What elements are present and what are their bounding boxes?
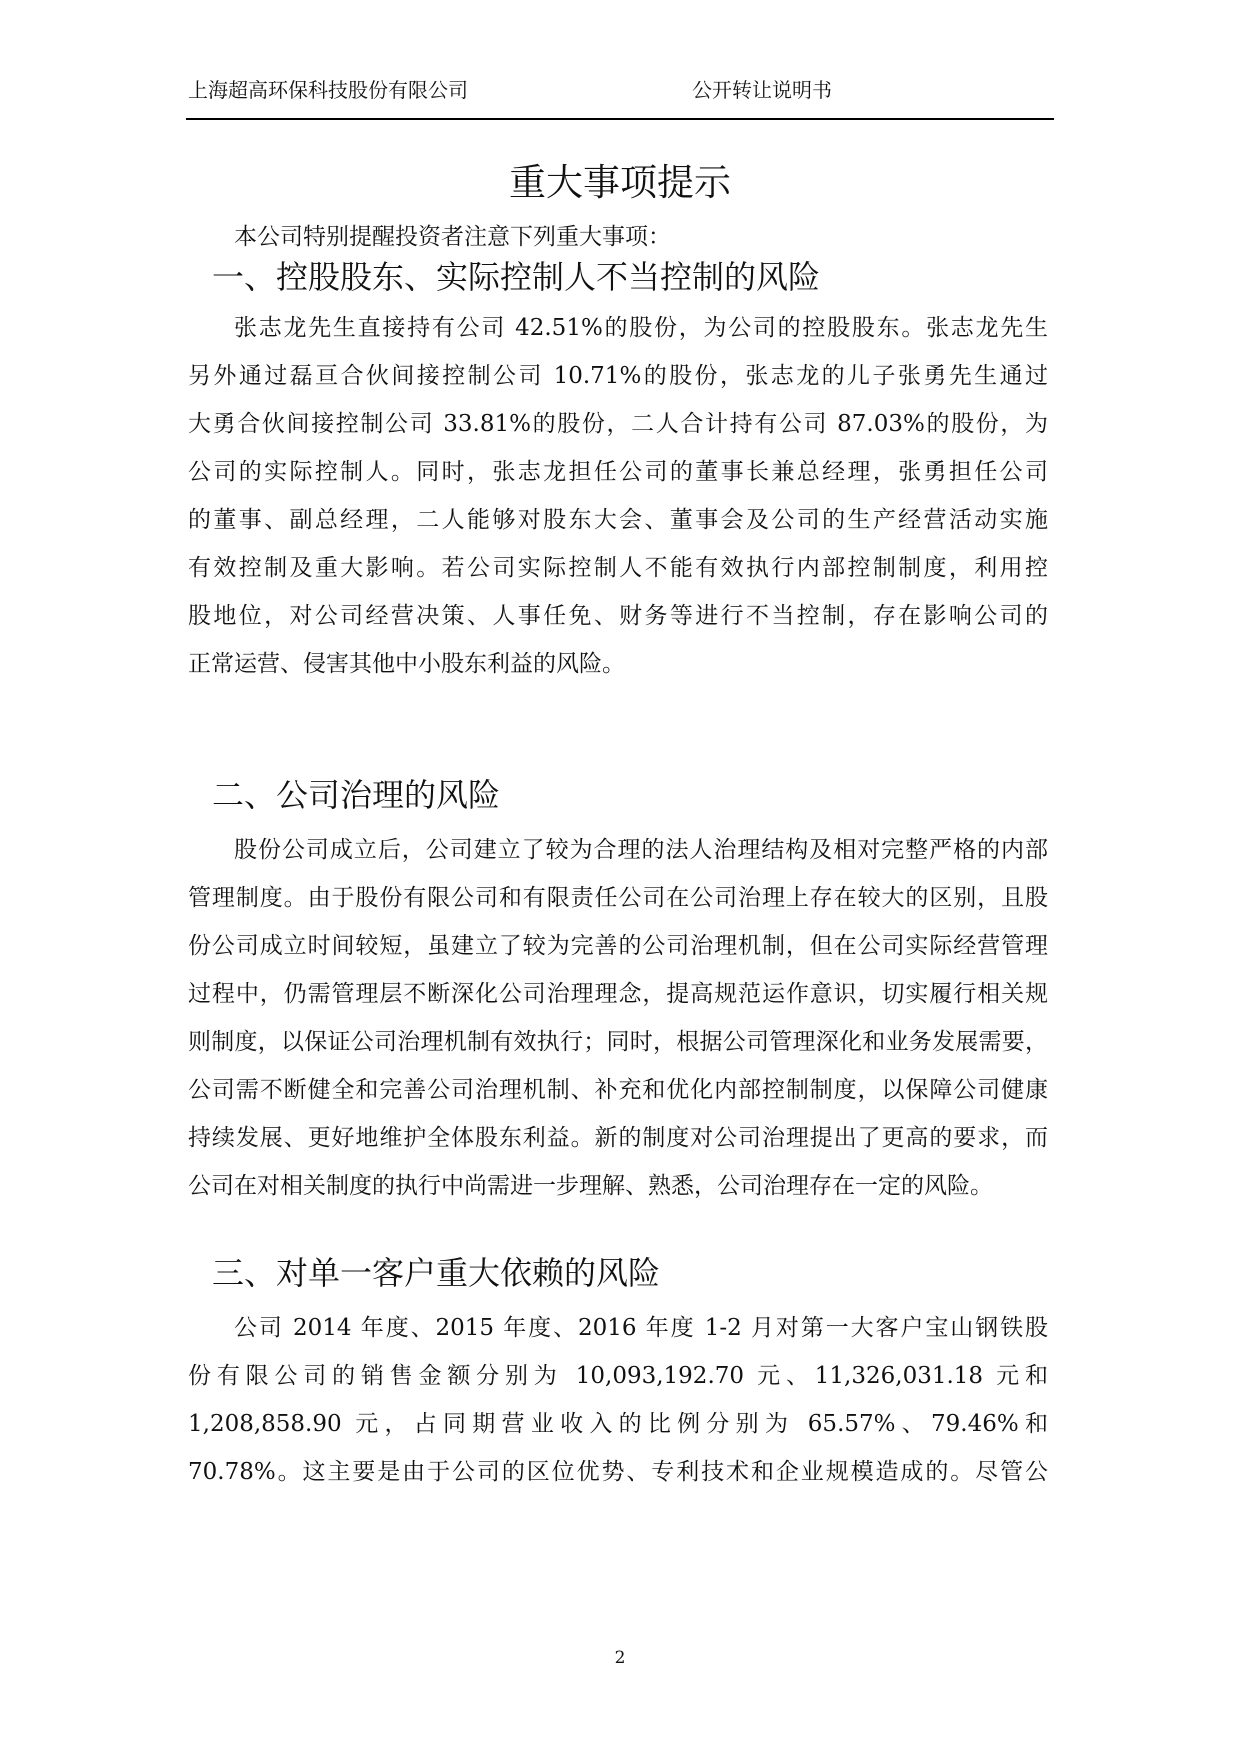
section-body-3 [188,1304,1048,1496]
body-line: 有效控制及重大影响。若公司实际控制人不能有效执行内部控制制度，利用控 [188,555,1048,581]
body-line: 公司的实际控制人。同时，张志龙担任公司的董事长兼总经理，张勇担任公司 [188,459,1048,485]
page-header [186,74,1054,104]
body-line: 股份公司成立后，公司建立了较为合理的法人治理结构及相对完整严格的内部 [234,837,1048,863]
body-line: 股地位，对公司经营决策、人事任免、财务等进行不当控制，存在影响公司的 [188,603,1048,629]
body-line: 正常运营、侵害其他中小股东利益的风险。 [188,651,625,677]
body-line: 的董事、副总经理，二人能够对股东大会、董事会及公司的生产经营活动实施 [188,507,1048,533]
body-line: 大勇合伙间接控制公司 33.81%的股份，二人合计持有公司 87.03%的股份，为 [188,411,1048,437]
body-line: 持续发展、更好地维护全体股东利益。新的制度对公司治理提出了更高的要求，而 [188,1125,1048,1151]
header-document-type: 公开转让说明书 [692,78,832,102]
section-body-2 [188,826,1048,1210]
body-line: 公司在对相关制度的执行中尚需进一步理解、熟悉，公司治理存在一定的风险。 [188,1173,993,1199]
section-heading-1: 一、控股股东、实际控制人不当控制的风险 [212,258,821,296]
page-title: 重大事项提示 [509,161,731,204]
page-number: 2 [614,1648,626,1668]
body-line: 张志龙先生直接持有公司 42.51%的股份，为公司的控股股东。张志龙先生 [234,315,1048,341]
body-line: 份公司成立时间较短，虽建立了较为完善的公司治理机制，但在公司实际经营管理 [188,933,1048,959]
body-line: 则制度，以保证公司治理机制有效执行；同时，根据公司管理深化和业务发展需要， [188,1029,1048,1055]
body-line: 份有限公司的销售金额分别为 10,093,192.70 元、11,326,031.18 元和 [188,1363,1048,1389]
body-line: 管理制度。由于股份有限公司和有限责任公司在公司治理上存在较大的区别，且股 [188,885,1048,911]
body-line: 另外通过磊亘合伙间接控制公司 10.71%的股份，张志龙的儿子张勇先生通过 [188,363,1048,389]
section-heading-3: 三、对单一客户重大依赖的风险 [212,1254,661,1292]
body-line: 公司需不断健全和完善公司治理机制、补充和优化内部控制制度，以保障公司健康 [188,1077,1048,1103]
section-body-1 [188,304,1048,688]
body-line: 过程中，仍需管理层不断深化公司治理理念，提高规范运作意识，切实履行相关规 [188,981,1048,1007]
section-heading-2: 二、公司治理的风险 [212,776,501,814]
body-line: 70.78%。这主要是由于公司的区位优势、专利技术和企业规模造成的。尽管公 [188,1459,1048,1485]
intro-text: 本公司特别提醒投资者注意下列重大事项： [234,224,671,250]
header-company-name: 上海超高环保科技股份有限公司 [188,78,468,102]
body-line: 公司 2014 年度、2015 年度、2016 年度 1-2 月对第一大客户宝山钢铁股 [234,1315,1048,1341]
header-divider [186,118,1054,120]
body-line: 1,208,858.90 元，占同期营业收入的比例分别为 65.57%、79.46%和 [188,1411,1048,1437]
